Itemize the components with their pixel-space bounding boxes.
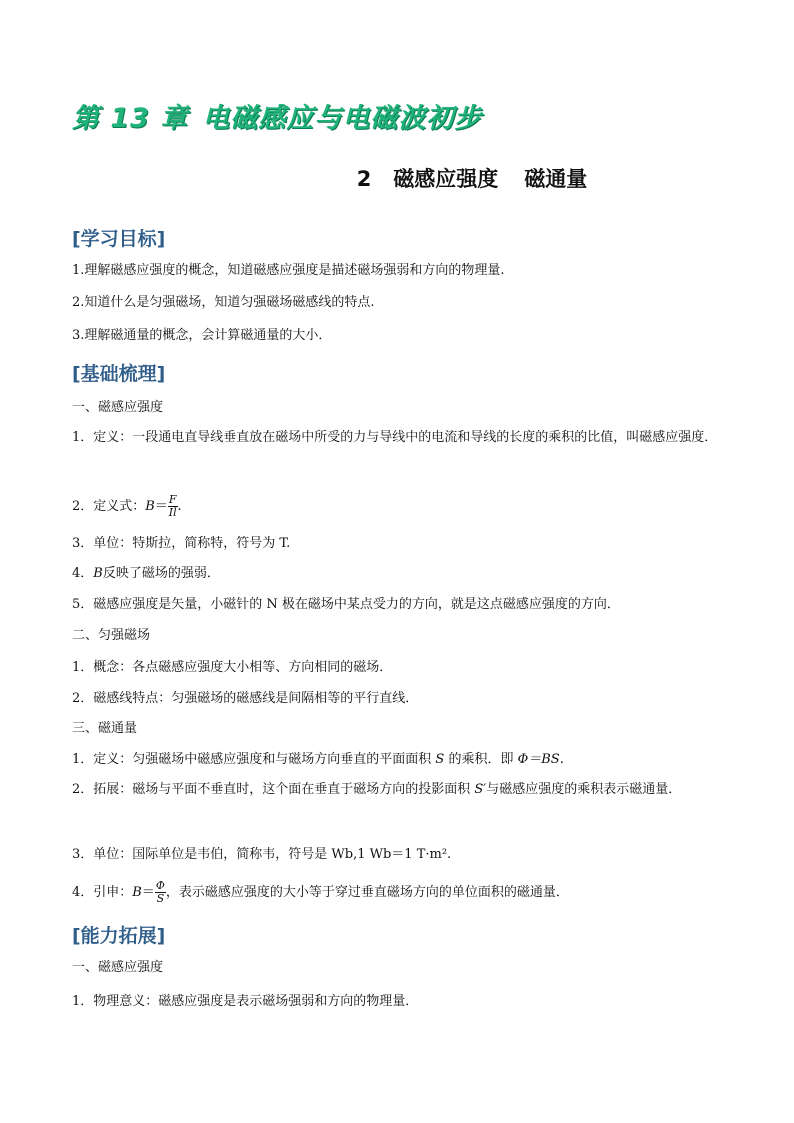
extension-heading: [能力拓展]	[72, 925, 166, 947]
extension-subsection-title: 一、磁感应强度	[72, 960, 164, 975]
flux-definition-item	[72, 750, 564, 770]
intro-text: ，表示磁感应强度的大小等于穿过垂直磁场方向的单位面积的磁通量．	[165, 885, 569, 900]
intro-numerator: Φ	[155, 879, 165, 892]
formula-fraction	[168, 494, 178, 519]
formula-eq: ＝	[154, 499, 168, 514]
flux-def-text: 1．定义：匀强磁场中磁感应强度和与磁场方向垂直的平面面积	[72, 752, 436, 767]
reflect-item	[72, 564, 220, 584]
section-number: 2	[356, 167, 372, 191]
flux-ext-text: 2．拓展：磁场与平面不垂直时，这个面在垂直于磁场方向的投影面积	[72, 782, 475, 797]
formula-end: .	[177, 499, 182, 514]
reflect-text: 反映了磁场的强弱．	[102, 566, 220, 581]
flux-def-formula: Φ＝BS	[517, 752, 560, 767]
chapter-name: 电磁感应与电磁波初步	[202, 103, 483, 134]
intro-eq: ＝	[141, 885, 155, 900]
flux-def-end: .	[559, 752, 564, 767]
section-title	[0, 163, 794, 193]
intro-lhs: B	[132, 885, 142, 900]
flux-extension-item	[72, 774, 732, 806]
formula-item	[72, 494, 182, 519]
goal-item: 3.理解磁通量的概念，会计算磁通量的大小．	[72, 328, 332, 343]
section-title-a: 磁感应强度	[393, 167, 499, 191]
basics-heading: [基础梳理]	[72, 363, 166, 385]
unit-item: 3．单位：特斯拉，简称特，符号为 T.	[72, 536, 291, 551]
definition-item: 1．定义：一段通电直导线垂直放在磁场中所受的力与导线中的电流和导线的长度的乘积的比值，叫磁感应强度．	[72, 430, 718, 445]
flux-def-text-b: 的乘积．即	[444, 752, 518, 767]
reflect-var: B	[93, 566, 103, 581]
section-title-b: 磁通量	[524, 167, 588, 191]
reflect-prefix: 4．	[72, 566, 94, 581]
basics-subsection-title: 三、磁通量	[72, 721, 138, 736]
chapter-title	[72, 96, 482, 135]
basics-subsection-title: 二、匀强磁场	[72, 628, 151, 643]
intro-fraction	[155, 880, 166, 905]
intro-prefix: 4．引申：	[72, 885, 133, 900]
formula-lhs: B	[145, 499, 155, 514]
goal-item: 1.理解磁感应强度的概念，知道磁感应强度是描述磁场强弱和方向的物理量.	[72, 263, 505, 278]
flux-ext-text-b: 与磁感应强度的乘积表示磁通量．	[486, 782, 682, 797]
chapter-number: 第 13 章	[72, 103, 189, 134]
learning-goals-heading: [学习目标]	[72, 228, 166, 250]
formula-numerator: F	[168, 493, 177, 506]
intro-denominator: S	[156, 892, 165, 905]
formula-prefix: 2．定义式：	[72, 499, 146, 514]
formula-denominator: Il	[168, 506, 177, 519]
flux-def-s: S	[435, 752, 445, 767]
flux-intro-item	[72, 880, 569, 905]
flux-ext-s: S′	[474, 782, 487, 797]
flux-unit-item: 3．单位：国际单位是韦伯，简称韦，符号是 Wb,1 Wb＝1 T·m².	[72, 847, 452, 862]
direction-item: 5．磁感应强度是矢量，小磁针的 N 极在磁场中某点受力的方向，就是这点磁感应强度的方向．	[72, 597, 620, 612]
uniform-field-item: 1．概念：各点磁感应强度大小相等、方向相同的磁场．	[72, 660, 393, 675]
basics-subsection-title: 一、磁感应强度	[72, 400, 164, 415]
goal-item: 2.知道什么是匀强磁场，知道匀强磁场磁感线的特点.	[72, 295, 375, 310]
uniform-field-item: 2．磁感线特点：匀强磁场的磁感线是间隔相等的平行直线．	[72, 691, 419, 706]
extension-item: 1．物理意义：磁感应强度是表示磁场强弱和方向的物理量．	[72, 994, 419, 1009]
